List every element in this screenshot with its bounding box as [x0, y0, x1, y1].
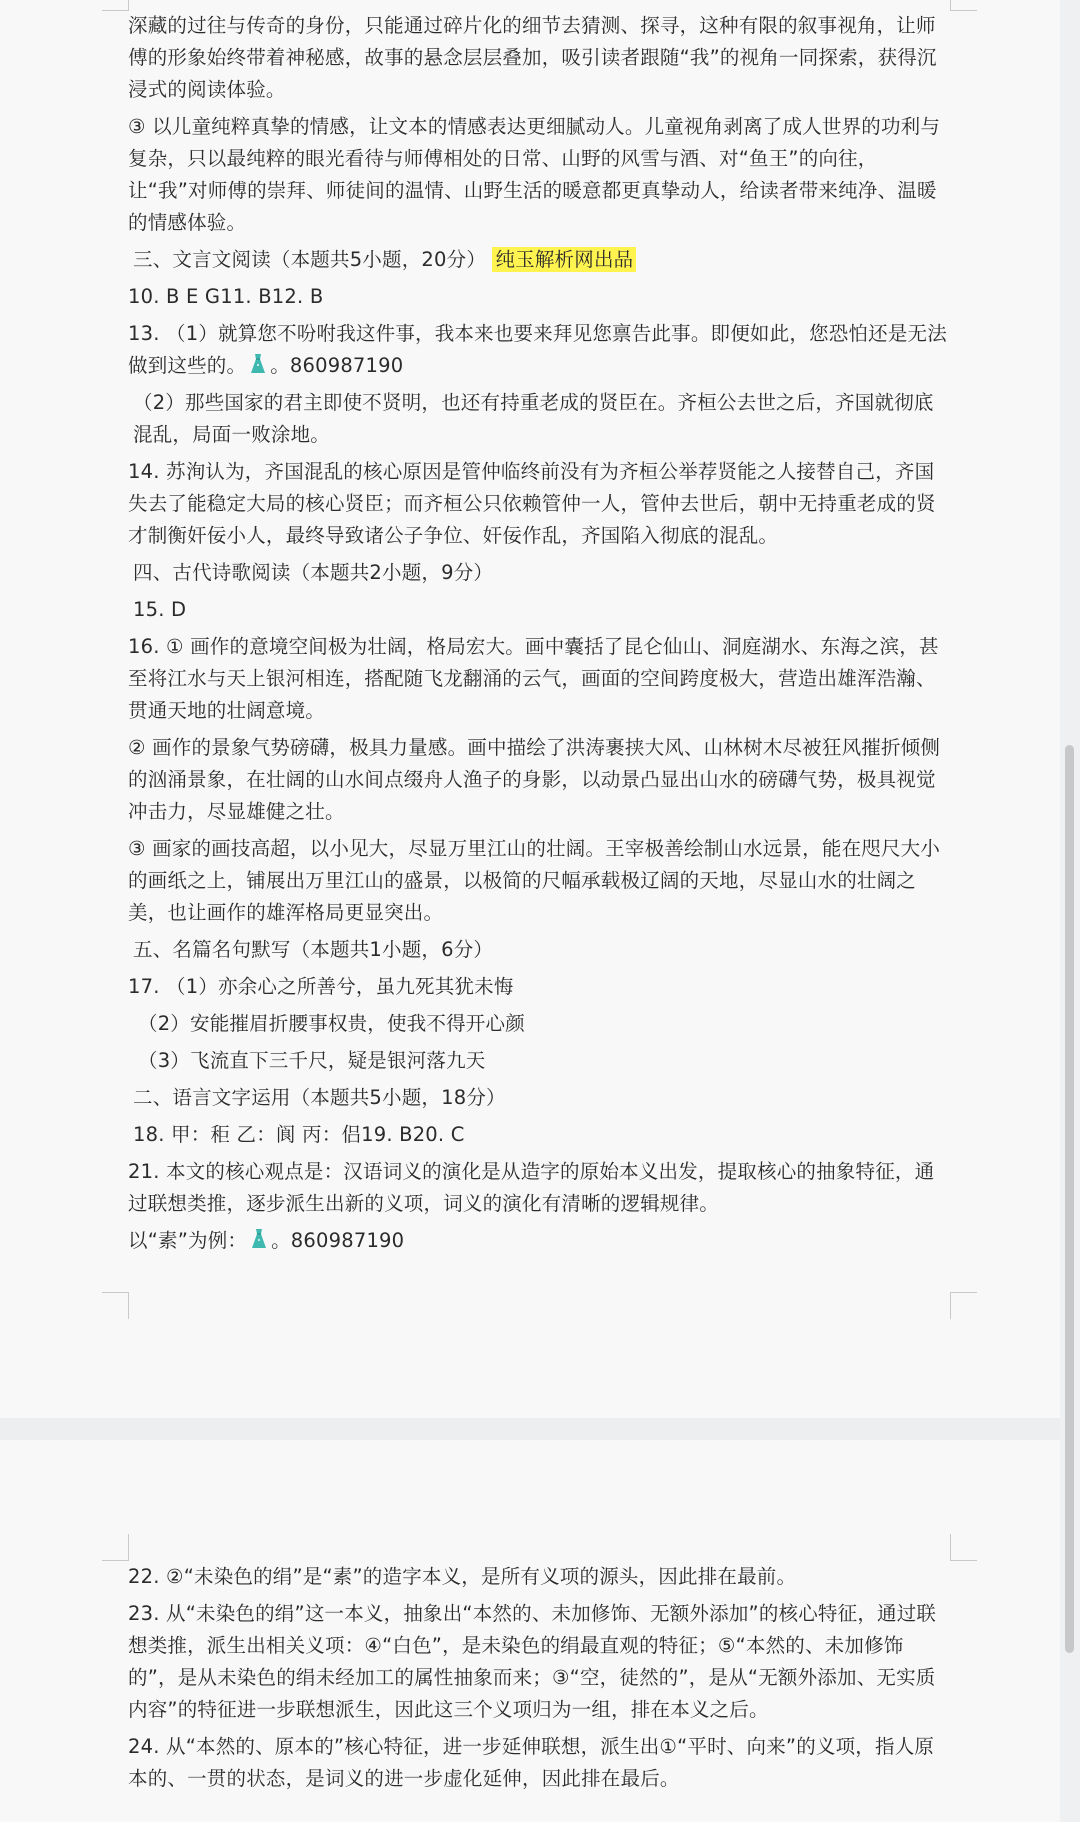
answer-17-2: （2）安能摧眉折腰事权贵，使我不得开心颜	[138, 1012, 525, 1035]
page-separator	[0, 1418, 1060, 1440]
page-2-content	[128, 1561, 948, 1800]
section-heading-3-text: 三、文言文阅读（本题共5小题，20分）	[133, 248, 487, 271]
answer-15: 15. D	[133, 598, 187, 621]
answer-13-2: （2）那些国家的君主即使不贤明，也还有持重老成的贤臣在。齐桓公去世之后，齐国就彻底混乱，局面一败涂地。	[133, 391, 934, 446]
answer-24: 24. 从“本然的、原本的”核心特征，进一步延伸联想，派生出①“平时、向来”的义项，指人原本的、一贯的状态，是词义的进一步虚化延伸，因此排在最后。	[128, 1735, 935, 1790]
section-heading-5: 五、名篇名句默写（本题共1小题，6分）	[133, 938, 494, 961]
highlighted-source-text: 纯玉解析网出品	[492, 247, 636, 272]
dress-icon	[248, 353, 268, 375]
scrollbar-thumb[interactable]	[1065, 745, 1074, 1653]
section-heading-2: 二、语言文字运用（本题共5小题，18分）	[133, 1086, 506, 1109]
section-heading-4: 四、古代诗歌阅读（本题共2小题，9分）	[133, 561, 494, 584]
answers-10-12: 10. B E G11. B12. B	[128, 285, 324, 308]
answer-21-example-suffix: 。860987190	[271, 1229, 405, 1252]
answer-14: 14. 苏洵认为，齐国混乱的核心原因是管仲临终前没有为齐桓公举荐贤能之人接替自己，齐国失去了能稳定大局的核心贤臣；而齐桓公只依赖管仲一人，管仲去世后，朝中无持重老成的贤才制衡奸佞小人，最终导致诸公子争位、奸佞作乱，齐国陷入彻底的混乱。	[128, 460, 936, 547]
page-margin-mark	[102, 1534, 129, 1561]
page-margin-mark	[950, 1292, 977, 1319]
dress-icon	[249, 1228, 269, 1250]
answer-21-example	[128, 1225, 948, 1257]
answer-22: 22. ②“未染色的绢”是“素”的造字本义，是所有义项的源头，因此排在最前。	[128, 1565, 797, 1588]
answer-13-1-suffix: 。860987190	[270, 354, 404, 377]
answers-18-20: 18. 甲：秬 乙：阆 丙：侣19. B20. C	[133, 1123, 465, 1146]
page-margin-mark	[950, 1534, 977, 1561]
page-1-content	[128, 10, 948, 1262]
vertical-scrollbar[interactable]	[1060, 0, 1080, 1822]
answer-17-3: （3）飞流直下三千尺，疑是银河落九天	[138, 1049, 486, 1072]
paragraph-continued: 深藏的过往与传奇的身份，只能通过碎片化的细节去猜测、探寻，这种有限的叙事视角，让师傅的形象始终带着神秘感，故事的悬念层层叠加，吸引读者跟随“我”的视角一同探索，获得沉浸式的阅读体验。	[128, 14, 937, 101]
answer-16-2: ② 画作的景象气势磅礴，极具力量感。画中描绘了洪涛裹挟大风、山林树木尽被狂风摧折倾侧的汹涌景象，在壮阔的山水间点缀舟人渔子的身影，以动景凸显出山水的磅礴气势，极具视觉冲击力，尽显雄健之壮。	[128, 736, 941, 823]
answer-16-1: 16. ① 画作的意境空间极为壮阔，格局宏大。画中囊括了昆仑仙山、洞庭湖水、东海之滨，甚至将江水与天上银河相连，搭配随飞龙翻涌的云气，画面的空间跨度极大，营造出雄浑浩瀚、贯通天地的壮阔意境。	[128, 635, 939, 722]
answer-21: 21. 本文的核心观点是：汉语词义的演化是从造字的原始本义出发，提取核心的抽象特征，通过联想类推，逐步派生出新的义项，词义的演化有清晰的逻辑规律。	[128, 1160, 935, 1215]
answer-23: 23. 从“未染色的绢”这一本义，抽象出“本然的、未加修饰、无额外添加”的核心特征，通过联想类推，派生出相关义项：④“白色”，是未染色的绢最直观的特征；⑤“本然的、未加修饰的”，是从未染色的绢未经加工的属性抽象而来；③“空，徒然的”，是从“无额外添加、无实质内容”的特征进一步联想派生，因此这三个义项归为一组，排在本义之后。	[128, 1602, 937, 1721]
page-margin-mark	[102, 0, 129, 11]
answer-21-example-text: 以“素”为例：	[128, 1229, 248, 1252]
page-margin-mark	[102, 1292, 129, 1319]
page-margin-mark	[950, 0, 977, 11]
document-page-2	[0, 1440, 1060, 1822]
section-heading-3	[128, 244, 948, 276]
paragraph-point-3: ③ 以儿童纯粹真挚的情感，让文本的情感表达更细腻动人。儿童视角剥离了成人世界的功利与复杂，只以最纯粹的眼光看待与师傅相处的日常、山野的风雪与酒、对“鱼王”的向往，让“我”对师傅的崇拜、师徒间的温情、山野生活的暖意都更真挚动人，给读者带来纯净、温暖的情感体验。	[128, 115, 941, 234]
answer-13-1	[128, 318, 948, 382]
answer-17-1: 17. （1）亦余心之所善兮，虽九死其犹未悔	[128, 975, 514, 998]
answer-13-1-text: 13. （1）就算您不吩咐我这件事，我本来也要来拜见您禀告此事。即便如此，您恐怕还是无法做到这些的。	[128, 322, 947, 377]
answer-16-3: ③ 画家的画技高超，以小见大，尽显万里江山的壮阔。王宰极善绘制山水远景，能在咫尺大小的画纸之上，铺展出万里江山的盛景，以极简的尺幅承载极辽阔的天地，尽显山水的壮阔之美，也让画作的雄浑格局更显突出。	[128, 837, 941, 924]
